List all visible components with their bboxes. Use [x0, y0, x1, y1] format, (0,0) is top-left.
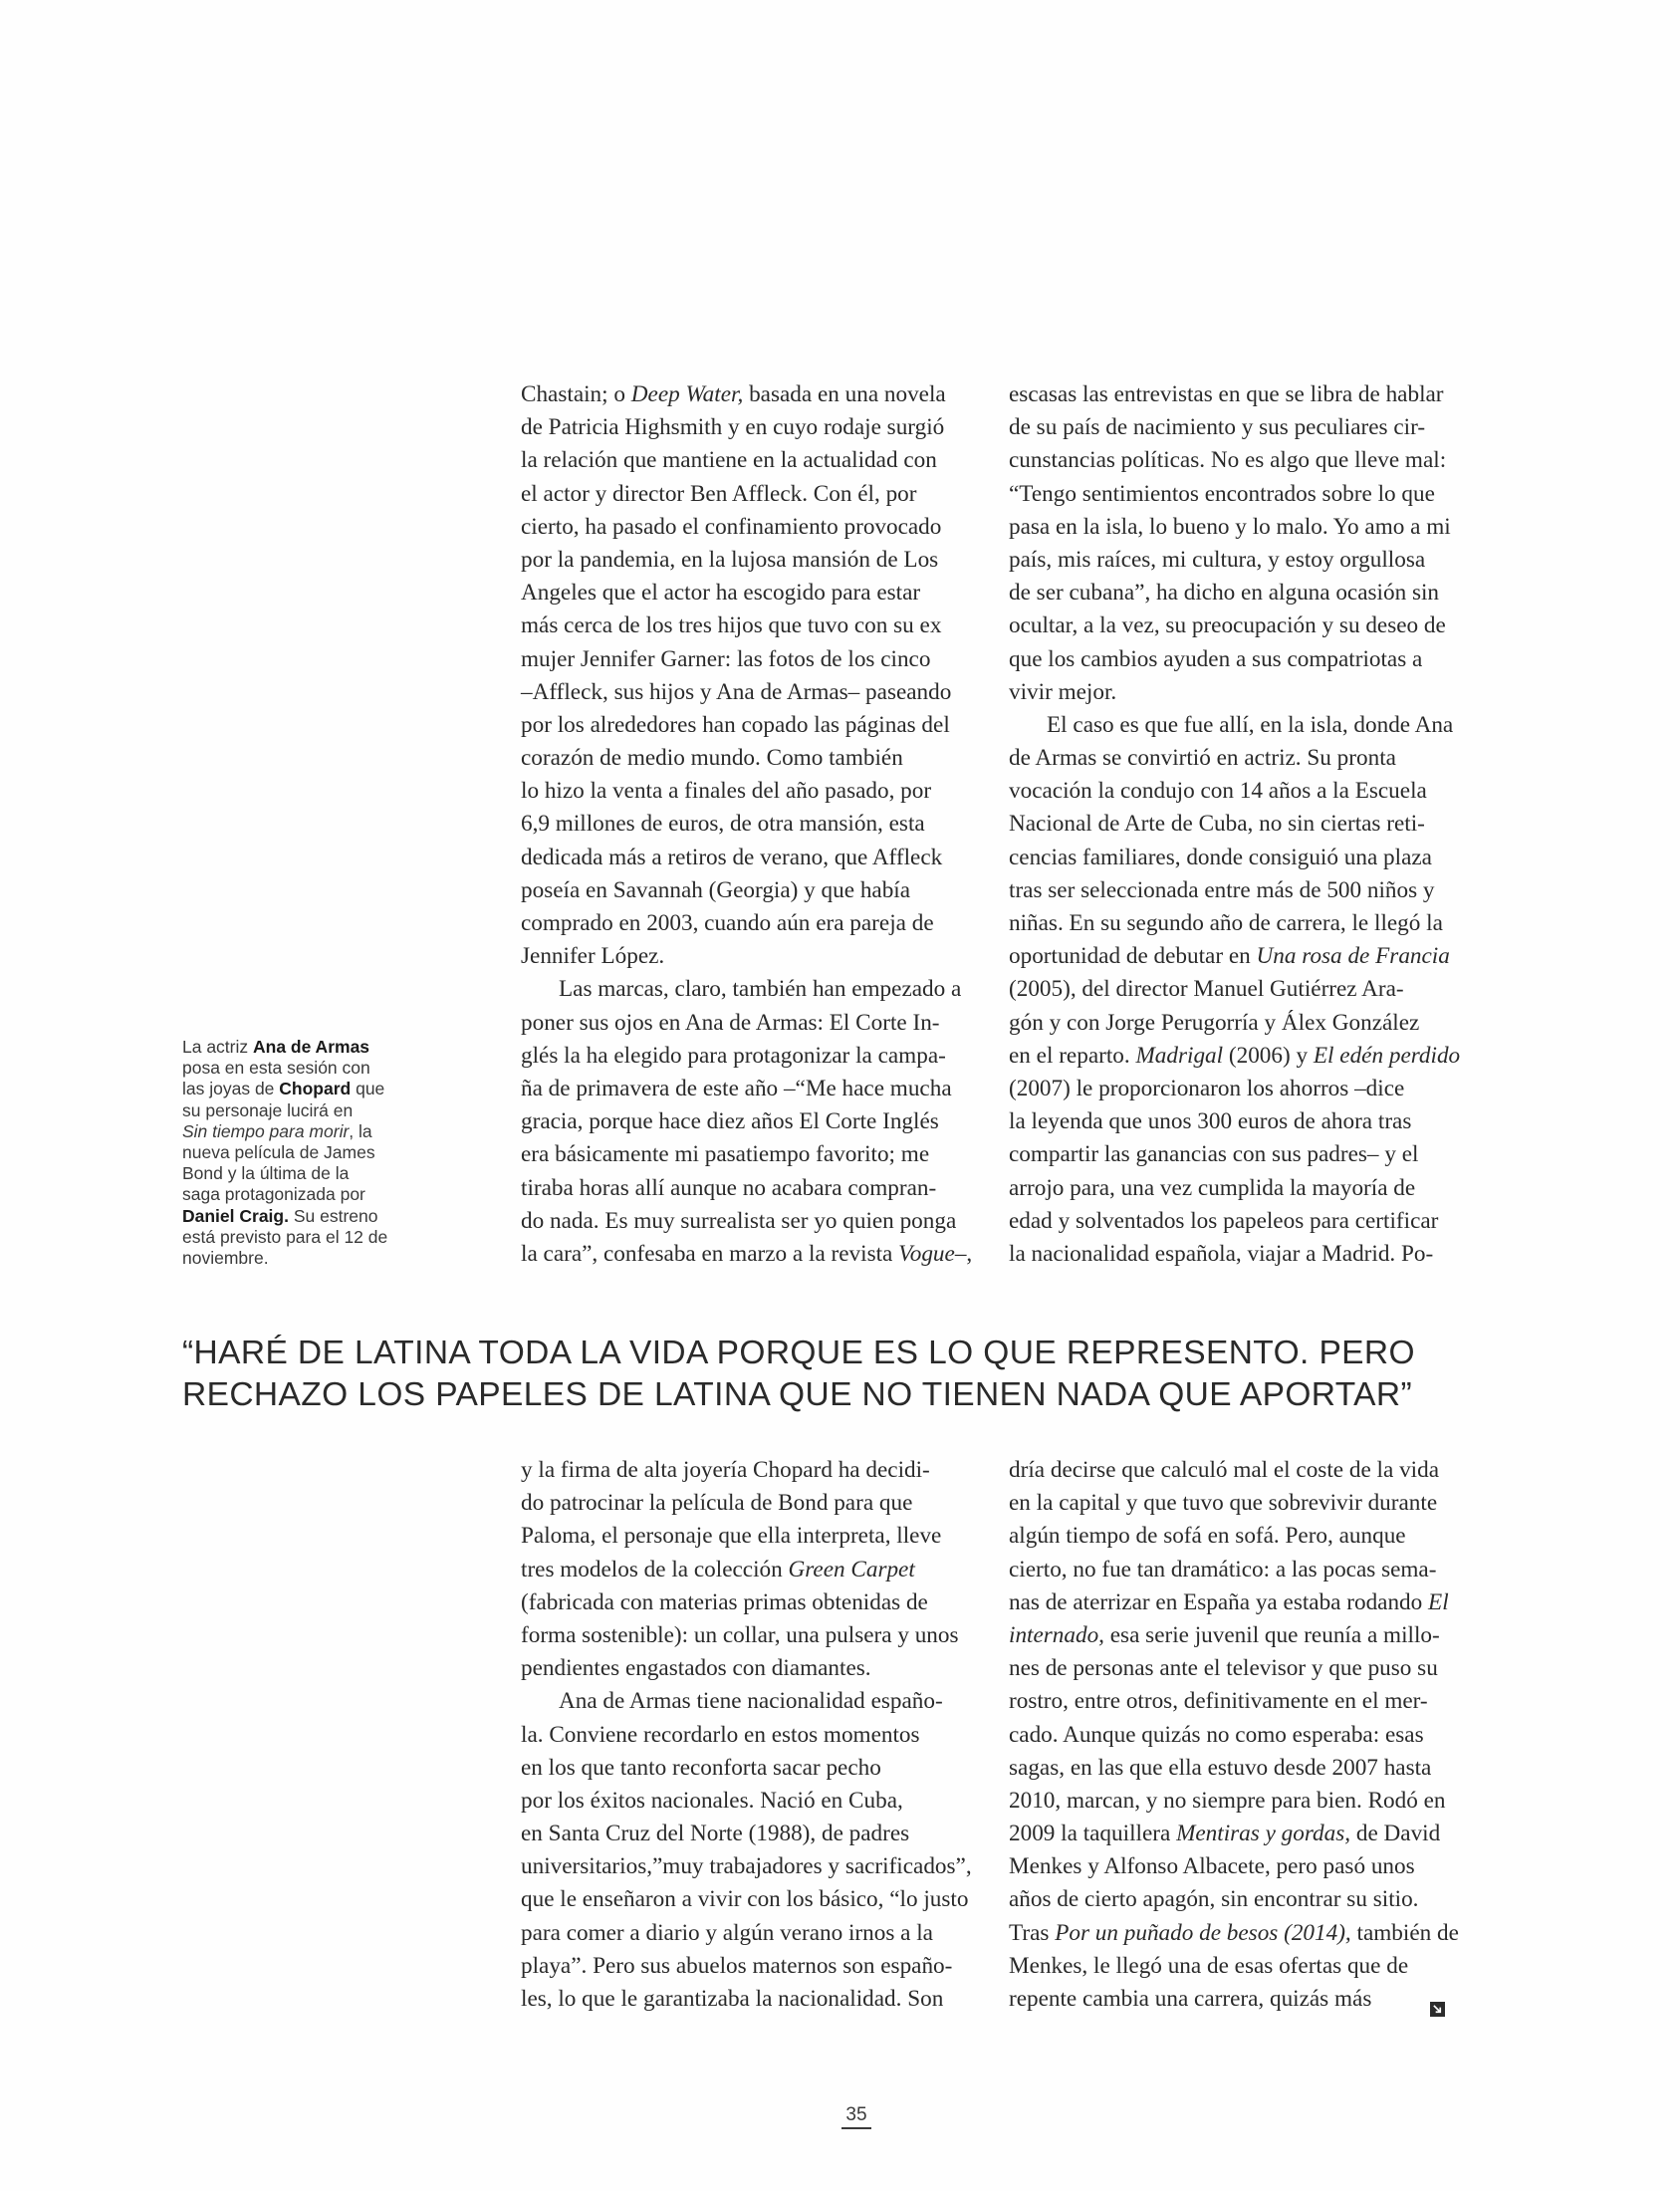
text-segment: corazón de medio mundo. Como también [521, 745, 903, 772]
text-segment: dría decirse que calculó mal el coste de la vida [1009, 1457, 1439, 1483]
text-segment: tres modelos de la colección [521, 1556, 789, 1582]
text-segment: vocación la condujo con 14 años a la Escuela [1009, 778, 1427, 805]
text-line [521, 1073, 969, 1105]
arrow-down-right-icon [1432, 2004, 1443, 2015]
text-line [1009, 1752, 1457, 1785]
text-line [521, 609, 969, 642]
text-line [1009, 775, 1457, 808]
text-line [521, 1950, 969, 1983]
text-line [521, 742, 969, 775]
text-segment: gón y con Jorge Perugorría y Álex González [1009, 1009, 1420, 1036]
text-segment: rostro, entre otros, definitivamente en el mer- [1009, 1688, 1428, 1715]
text-line [1009, 1983, 1457, 2016]
text-segment: en el reparto. [1009, 1042, 1136, 1069]
text-segment: El caso es que fue allí, en la isla, donde Ana [1047, 711, 1454, 738]
text-segment: y la firma de alta joyería Chopard ha decidi- [521, 1457, 930, 1483]
text-segment: niñas. En su segundo año de carrera, le llegó la [1009, 910, 1443, 936]
text-segment: poseía en Savannah (Georgia) y que había [521, 876, 911, 903]
text-segment: Menkes, le llegó una de esas ofertas que de [1009, 1952, 1409, 1979]
text-line [1009, 676, 1457, 709]
text-segment: forma sostenible): un collar, una pulsera y unos [521, 1621, 959, 1648]
text-line [182, 1206, 451, 1227]
text-line [521, 511, 969, 544]
article-column-2-bottom [1009, 1454, 1457, 2016]
text-line [1009, 544, 1457, 577]
text-segment: Menkes y Alfonso Albacete, pero pasó unos [1009, 1853, 1415, 1880]
text-segment: que los cambios ayuden a sus compatriotas a [1009, 645, 1423, 672]
italic-text: Madrigal [1135, 1042, 1224, 1069]
text-line [521, 1619, 969, 1652]
text-segment: país, mis raíces, mi cultura, y estoy orgullosa [1009, 546, 1426, 573]
text-line [1009, 940, 1457, 973]
text-line [521, 444, 969, 477]
italic-text: Sin tiempo para morir [182, 1120, 350, 1141]
text-segment: pendientes engastados con diamantes. [521, 1655, 871, 1682]
text-segment: playa”. Pero sus abuelos maternos son españo- [521, 1952, 953, 1979]
text-line [1009, 1105, 1457, 1138]
text-segment: oportunidad de debutar en [1009, 943, 1257, 970]
italic-text: Mentiras y gordas, [1176, 1821, 1351, 1847]
text-line [521, 1138, 969, 1171]
text-segment: años de cierto apagón, sin encontrar su sitio. [1009, 1886, 1419, 1913]
text-line [1009, 1238, 1457, 1271]
text-segment: –, [954, 1240, 973, 1267]
text-line [1009, 1883, 1457, 1916]
text-line [521, 1652, 969, 1685]
italic-text: El edén perdido [1313, 1042, 1461, 1069]
text-segment: glés la ha elegido para protagonizar la campa- [521, 1042, 946, 1069]
text-segment: les, lo que le garantizaba la nacionalidad. Son [521, 1986, 944, 2012]
text-line [1009, 907, 1457, 940]
text-segment: está previsto para el 12 de [182, 1226, 388, 1247]
text-segment: nueva película de James [182, 1142, 375, 1163]
text-segment: gracia, porque hace diez años El Corte Inglés [521, 1108, 939, 1135]
text-line [521, 1983, 969, 2016]
bold-text: Chopard [279, 1079, 352, 1099]
pull-quote-line-1: “HARÉ DE LATINA TODA LA VIDA PORQUE ES LO QUE REPRESENTO. PERO [182, 1335, 1415, 1371]
text-line [1009, 808, 1457, 841]
text-line [182, 1037, 451, 1058]
italic-text: Vogue [898, 1240, 955, 1267]
text-line [1009, 709, 1457, 742]
text-line [1009, 378, 1457, 411]
text-line [182, 1227, 451, 1248]
text-line [521, 1818, 969, 1850]
text-line [521, 940, 969, 973]
bold-text: Ana de Armas [253, 1037, 370, 1057]
text-line [521, 1785, 969, 1818]
text-segment: repente cambia una carrera, quizás más [1009, 1986, 1372, 2012]
text-line [521, 775, 969, 808]
text-line [521, 1172, 969, 1205]
text-segment: (2006) y [1223, 1042, 1314, 1069]
text-segment: tiraba horas allí aunque no acabara compran- [521, 1174, 937, 1201]
text-line [521, 973, 969, 1006]
text-line [521, 907, 969, 940]
italic-text: El [1428, 1588, 1449, 1615]
text-line [1009, 1619, 1457, 1652]
text-line [521, 874, 969, 907]
text-segment: “Tengo sentimientos encontrados sobre lo que [1009, 480, 1435, 507]
text-line [521, 478, 969, 511]
text-line [1009, 842, 1457, 874]
text-line [1009, 1719, 1457, 1752]
text-segment: tras ser seleccionada entre más de 500 niños y [1009, 876, 1435, 903]
text-segment: esa serie juvenil que reunía a millo- [1103, 1621, 1440, 1648]
text-segment: en Santa Cruz del Norte (1988), de padres [521, 1821, 910, 1847]
text-segment: Nacional de Arte de Cuba, no sin ciertas reti- [1009, 811, 1425, 838]
text-segment: escasas las entrevistas en que se libra de hablar [1009, 381, 1444, 407]
text-line [1009, 478, 1457, 511]
italic-text: Green Carpet [788, 1556, 915, 1582]
text-segment: Tras [1009, 1919, 1056, 1946]
text-segment: Paloma, el personaje que ella interpreta, lleve [521, 1523, 942, 1550]
text-line [1009, 1138, 1457, 1171]
text-segment: que le enseñaron a vivir con los básico, “lo justo [521, 1886, 969, 1913]
text-line [521, 1586, 969, 1619]
text-line [1009, 1007, 1457, 1040]
text-segment: do patrocinar la película de Bond para que [521, 1490, 913, 1517]
text-segment: de David [1350, 1821, 1441, 1847]
text-line [1009, 742, 1457, 775]
text-segment: por los alrededores han copado las páginas del [521, 711, 950, 738]
text-line [1009, 1554, 1457, 1586]
text-line [521, 1007, 969, 1040]
italic-text: Deep Water, [630, 381, 744, 407]
text-segment: Chastain; o [521, 381, 631, 407]
text-segment: nes de personas ante el televisor y que puso su [1009, 1655, 1438, 1682]
text-line [521, 1487, 969, 1520]
article-column-1-bottom [521, 1454, 972, 2016]
text-segment: más cerca de los tres hijos que tuvo con su ex [521, 612, 942, 639]
text-segment: saga protagonizada por [182, 1184, 365, 1205]
text-segment: Ana de Armas tiene nacionalidad españo- [559, 1688, 943, 1715]
text-line [521, 1105, 969, 1138]
text-line [182, 1142, 451, 1163]
text-line [1009, 1652, 1457, 1685]
text-segment: posa en esta sesión con [182, 1058, 370, 1079]
text-segment: cierto, ha pasado el confinamiento provocado [521, 513, 942, 540]
text-line [1009, 1454, 1457, 1487]
text-line [1009, 577, 1457, 609]
text-segment: Angeles que el actor ha escogido para estar [521, 580, 921, 607]
text-segment: la cara”, confesaba en marzo a la revista [521, 1240, 899, 1267]
text-line [521, 378, 969, 411]
text-segment: cencias familiares, donde consiguió una plaza [1009, 844, 1432, 870]
text-line [521, 1238, 973, 1271]
text-segment: por la pandemia, en la lujosa mansión de Los [521, 546, 939, 573]
text-segment: para comer a diario y algún verano irnos a la [521, 1919, 933, 1946]
text-line [1009, 973, 1457, 1006]
text-line [182, 1079, 451, 1099]
text-segment: La actriz [182, 1037, 253, 1057]
text-segment: era básicamente mi pasatiempo favorito; me [521, 1141, 930, 1168]
text-segment: (2005), del director Manuel Gutiérrez Ara- [1009, 976, 1404, 1003]
text-segment: cierto, no fue tan dramático: a las pocas sema- [1009, 1556, 1437, 1582]
text-segment: de su país de nacimiento y sus peculiares cir- [1009, 414, 1426, 441]
text-line [1009, 511, 1457, 544]
text-segment: compartir las ganancias con sus padres– y el [1009, 1141, 1419, 1168]
text-segment: dedicada más a retiros de verano, que Affleck [521, 844, 943, 870]
text-line [521, 1520, 969, 1553]
text-line [521, 643, 969, 676]
article-column-1-top [521, 378, 973, 1271]
text-segment: cado. Aunque quizás no como esperaba: esas [1009, 1721, 1424, 1748]
text-line [182, 1184, 451, 1205]
text-segment: (fabricada con materias primas obtenidas de [521, 1588, 928, 1615]
text-line [1009, 1520, 1457, 1553]
text-segment: la nacionalidad española, viajar a Madrid. Po- [1009, 1240, 1434, 1267]
text-segment: 6,9 millones de euros, de otra mansión, esta [521, 811, 925, 838]
text-segment: ocultar, a la vez, su preocupación y su deseo de [1009, 612, 1446, 639]
text-line [182, 1121, 451, 1142]
text-segment: pasa en la isla, lo bueno y lo malo. Yo amo a mi [1009, 513, 1451, 540]
text-segment: edad y solventados los papeleos para certificar [1009, 1207, 1439, 1234]
text-line [521, 709, 969, 742]
text-segment: de ser cubana”, ha dicho en alguna ocasión sin [1009, 580, 1440, 607]
text-line [1009, 1073, 1457, 1105]
text-line [1009, 643, 1457, 676]
text-line [1009, 444, 1457, 477]
text-segment: también de [1350, 1919, 1459, 1946]
continue-arrow-icon [1430, 2002, 1445, 2017]
pull-quote [182, 1333, 1477, 1416]
article-column-2-top [1009, 378, 1461, 1271]
text-segment: mujer Jennifer Garner: las fotos de los cinco [521, 645, 931, 672]
text-line [521, 1917, 969, 1950]
text-segment: cunstancias políticas. No es algo que lleve mal: [1009, 447, 1447, 474]
text-line [521, 577, 969, 609]
text-line [521, 1040, 969, 1073]
text-segment: Jennifer López. [521, 943, 665, 970]
text-segment: (2007) le proporcionaron los ahorros –dice [1009, 1075, 1405, 1101]
text-segment: en los que tanto reconforta sacar pecho [521, 1754, 881, 1781]
text-segment: 2009 la taquillera [1009, 1821, 1177, 1847]
pull-quote-line-2: RECHAZO LOS PAPELES DE LATINA QUE NO TIENEN NADA QUE APORTAR” [182, 1376, 1413, 1413]
text-segment: Bond y la última de la [182, 1163, 350, 1184]
text-line [521, 1205, 969, 1238]
text-segment: algún tiempo de sofá en sofá. Pero, aunque [1009, 1523, 1406, 1550]
text-line [1009, 1950, 1457, 1983]
text-segment: de Armas se convirtió en actriz. Su pronta [1009, 745, 1396, 772]
text-line [1009, 1785, 1457, 1818]
text-segment: por los éxitos nacionales. Nació en Cuba, [521, 1787, 903, 1814]
text-line [1009, 1172, 1457, 1205]
text-line [1009, 1818, 1457, 1850]
italic-text: Una rosa de Francia [1256, 943, 1450, 970]
text-line [1009, 1917, 1457, 1950]
text-line [1009, 1205, 1457, 1238]
page-number: 35 [841, 2104, 871, 2129]
text-segment: , la [349, 1120, 372, 1141]
text-segment: arrojo para, una vez cumplida la mayoría de [1009, 1174, 1416, 1201]
text-segment: que [351, 1079, 385, 1099]
text-line [521, 1752, 969, 1785]
text-segment: 2010, marcan, y no siempre para bien. Rodó en [1009, 1787, 1446, 1814]
text-line [521, 544, 969, 577]
text-segment: comprado en 2003, cuando aún era pareja de [521, 910, 934, 936]
text-segment: de Patricia Highsmith y en cuyo rodaje surgió [521, 414, 945, 441]
text-segment: noviembre. [182, 1248, 269, 1269]
text-line [1009, 1850, 1457, 1883]
text-segment: nas de aterrizar en España ya estaba rodando [1009, 1588, 1429, 1615]
text-segment: Su estreno [288, 1205, 378, 1226]
text-segment: el actor y director Ben Affleck. Con él, por [521, 480, 917, 507]
text-segment: –Affleck, sus hijos y Ana de Armas– paseando [521, 678, 952, 705]
text-segment: sagas, en las que ella estuvo desde 2007 hasta [1009, 1754, 1432, 1781]
italic-text: Por un puñado de besos (2014), [1055, 1919, 1351, 1946]
text-line [1009, 1685, 1457, 1718]
text-line [521, 842, 969, 874]
text-segment: do nada. Es muy surrealista ser yo quien ponga [521, 1207, 957, 1234]
photo-caption [182, 1037, 451, 1269]
text-line [1009, 1586, 1457, 1619]
text-segment: poner sus ojos en Ana de Armas: El Corte In- [521, 1009, 940, 1036]
text-line [1009, 874, 1457, 907]
text-line [1009, 1040, 1461, 1073]
text-line [182, 1163, 451, 1184]
bold-text: Daniel Craig. [182, 1205, 289, 1226]
text-segment: la leyenda que unos 300 euros de ahora tras [1009, 1108, 1412, 1135]
text-segment: en la capital y que tuvo que sobrevivir durante [1009, 1490, 1438, 1517]
text-line [521, 808, 969, 841]
text-segment: la relación que mantiene en la actualidad con [521, 447, 937, 474]
italic-text: internado, [1009, 1621, 1104, 1648]
text-segment: las joyas de [182, 1079, 280, 1099]
text-segment: Las marcas, claro, también han empezado a [559, 976, 962, 1003]
text-line [521, 1554, 969, 1586]
text-line [521, 1850, 972, 1883]
text-segment: universitarios,”muy trabajadores y sacrificados”, [521, 1853, 972, 1880]
text-segment: ña de primavera de este año –“Me hace mucha [521, 1075, 952, 1101]
text-segment: la. Conviene recordarlo en estos momentos [521, 1721, 920, 1748]
text-segment: lo hizo la venta a finales del año pasado, por [521, 778, 932, 805]
text-line [1009, 609, 1457, 642]
text-line [521, 1685, 969, 1718]
text-line [182, 1100, 451, 1121]
text-segment: vivir mejor. [1009, 678, 1117, 705]
text-line [1009, 1487, 1457, 1520]
text-line [521, 676, 969, 709]
text-line [521, 411, 969, 444]
text-line [521, 1883, 969, 1916]
text-line [521, 1454, 969, 1487]
text-line [182, 1248, 451, 1269]
text-line [1009, 411, 1457, 444]
text-segment: basada en una novela [743, 381, 946, 407]
text-segment: su personaje lucirá en [182, 1099, 354, 1120]
text-line [182, 1058, 451, 1079]
text-line [521, 1719, 969, 1752]
